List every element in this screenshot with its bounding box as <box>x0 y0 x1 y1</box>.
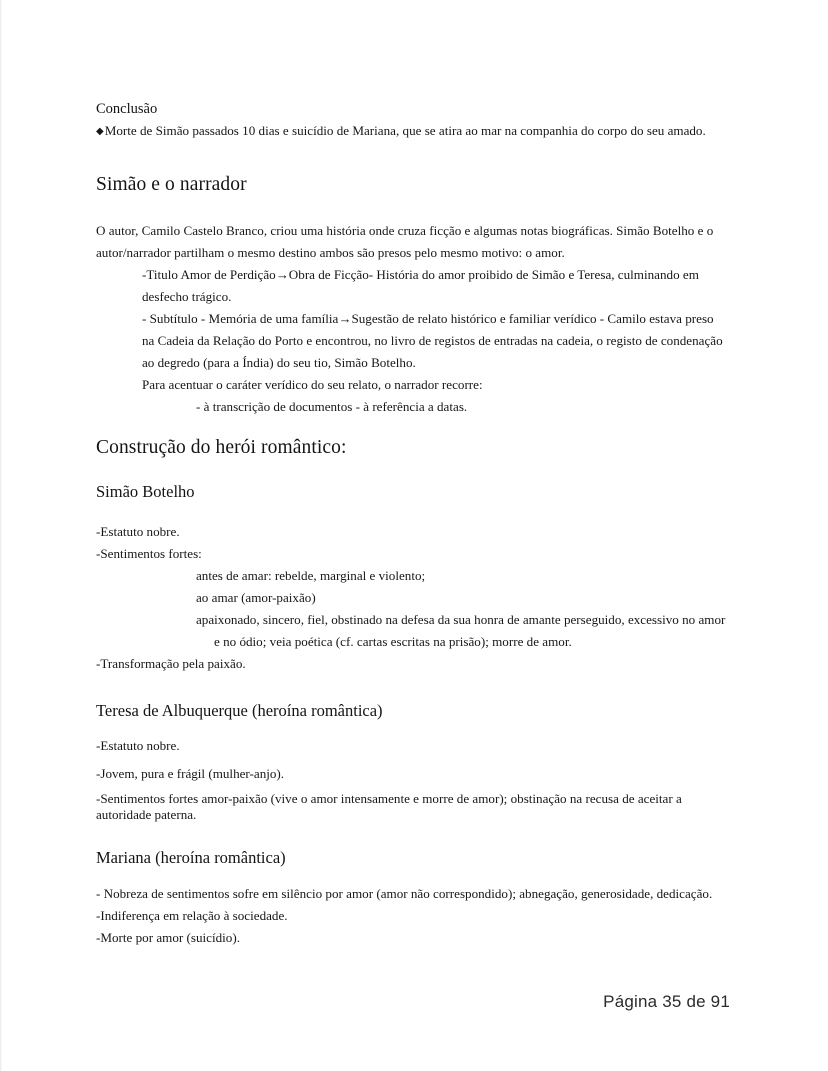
paragraph-acentuar: Para acentuar o caráter verídico do seu relato, o narrador recorre: <box>142 376 483 392</box>
heading-construcao-heroi: Construção do herói romântico: <box>96 436 347 458</box>
heading-mariana: Mariana (heroína romântica) <box>96 848 286 868</box>
conclusao-bullet-item <box>96 120 728 143</box>
heading-teresa-de-albuquerque: Teresa de Albuquerque (heroína romântica) <box>96 700 383 720</box>
simao-estatuto-line: -Estatuto nobre. <box>96 523 180 539</box>
mariana-morte-line: -Morte por amor (suicídio). <box>96 929 240 945</box>
heading-conclusao: Conclusão <box>96 101 158 117</box>
mariana-indiferenca-line: -Indiferença em relação à sociedade. <box>96 907 288 923</box>
paragraph-autor: O autor, Camilo Castelo Branco, criou uma história onde cruza ficção e algumas notas biográficas. Simão Botelho e o autor/narrador partilham o mesmo destino ambos são presos pelo mesmo motivo: o amor. <box>96 222 714 260</box>
page-content <box>96 100 728 949</box>
simao-ao-amar-line: ao amar (amor-paixão) <box>196 589 316 605</box>
conclusao-bullet-text: Morte de Simão passados 10 dias e suicídio de Mariana, que se atira ao mar na companhia do corpo do seu amado. <box>104 123 706 139</box>
teresa-sentimentos-line: -Sentimentos fortes amor-paixão (vive o amor intensamente e morre de amor); obstinação na recusa de aceitar a autoridade paterna. <box>96 791 682 822</box>
scan-edge <box>0 0 2 1071</box>
diamond-bullet-icon: ◆ <box>96 126 104 138</box>
mariana-nobreza-line: - Nobreza de sentimentos sofre em silêncio por amor (amor não correspondido); abnegação, generosidade, dedicação. <box>96 885 713 901</box>
paragraph-titulo: -Titulo Amor de Perdição→Obra de Ficção- História do amor proibido de Simão e Teresa, culminando em desfecho trágico. <box>142 266 699 304</box>
teresa-jovem-line: -Jovem, pura e frágil (mulher-anjo). <box>96 766 285 782</box>
heading-simao-e-o-narrador: Simão e o narrador <box>96 174 247 196</box>
paragraph-subtitulo: - Subtítulo - Memória de uma família→Sugestão de relato histórico e familiar verídico - Camilo estava preso na Cadeia da Relação do Porto e encontrou, no livro de registos de entradas na cadeia, o registo de condenação ao degredo (para a Índia) do seu tio, Simão Botelho. <box>142 310 723 370</box>
page-footer: Página 35 de 91 <box>603 992 730 1011</box>
simao-sentimentos-line: -Sentimentos fortes: <box>96 545 202 561</box>
simao-antes-de-amar-line: antes de amar: rebelde, marginal e violento; <box>196 567 426 583</box>
simao-transformacao-line: -Transformação pela paixão. <box>96 655 246 671</box>
paragraph-recursos: - à transcrição de documentos - à referência a datas. <box>196 398 468 414</box>
heading-simao-botelho: Simão Botelho <box>96 481 195 501</box>
simao-apaixonado-line: apaixonado, sincero, fiel, obstinado na defesa da sua honra de amante perseguido, excessivo no amor e no ódio; veia poética (cf. cartas escritas na prisão); morre de amor. <box>196 611 726 649</box>
teresa-estatuto-line: -Estatuto nobre. <box>96 738 180 754</box>
